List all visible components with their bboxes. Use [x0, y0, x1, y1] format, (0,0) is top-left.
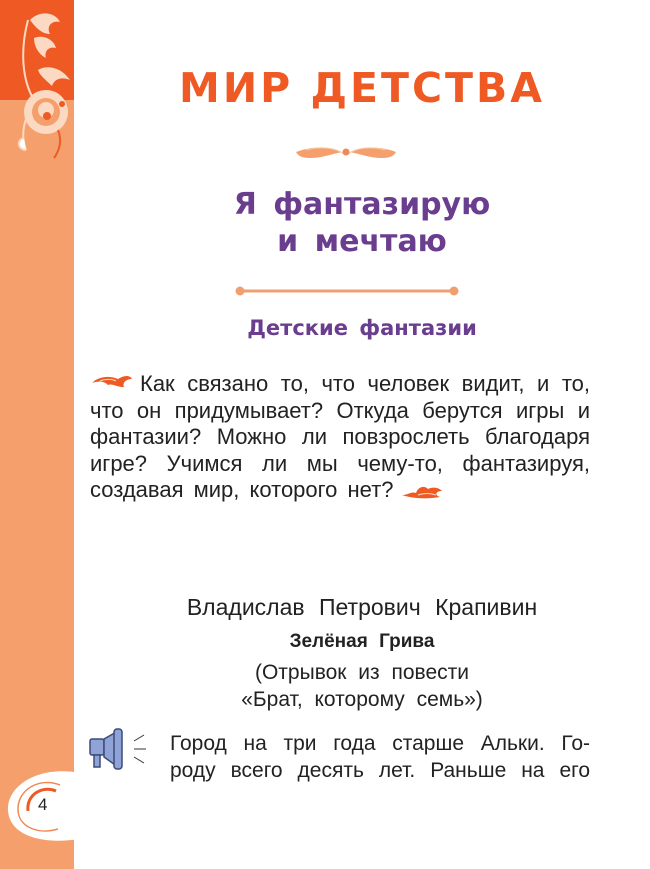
author-name: Владислав Петрович Крапивин — [186, 594, 538, 620]
speaker-icon[interactable] — [88, 727, 158, 773]
chapter-title-line2: и мечтаю — [277, 224, 447, 259]
wing-ornament-icon — [292, 142, 400, 162]
work-note-line2: «Брат, которому семь») — [241, 688, 483, 711]
work-note — [74, 659, 650, 713]
intro-text: Как связано то, что человек видит, и то, что он придумывает? Откуда берутся игры и фантазии? Можно ли повзрослеть благодаря игре? Учимся ли мы чему-то, фантазируя, создавая мир, которого нет? — [90, 371, 590, 502]
page-sidebar — [0, 0, 74, 869]
work-note-line1: (Отрывок из повести — [254, 661, 470, 684]
chapter-title — [74, 186, 650, 260]
divider-line — [234, 285, 460, 297]
flame-ornament-icon — [90, 373, 134, 389]
subchapter-title: Детские фантазии — [247, 316, 477, 340]
reading-body-text — [170, 730, 590, 784]
flame-ornament-icon — [400, 483, 444, 499]
chapter-title-line1: Я фантазирую — [233, 187, 491, 222]
body-line-2: роду всего десять лет. Раньше на его — [170, 759, 590, 782]
work-title: Зелёная Грива — [289, 631, 435, 652]
intro-questions — [90, 371, 590, 504]
section-title: МИР ДЕТСТВА — [179, 64, 545, 112]
floral-ornament-icon — [0, 0, 74, 170]
body-line-1: Город на три года старше Альки. Го- — [170, 732, 590, 755]
page-number: 4 — [38, 795, 48, 814]
